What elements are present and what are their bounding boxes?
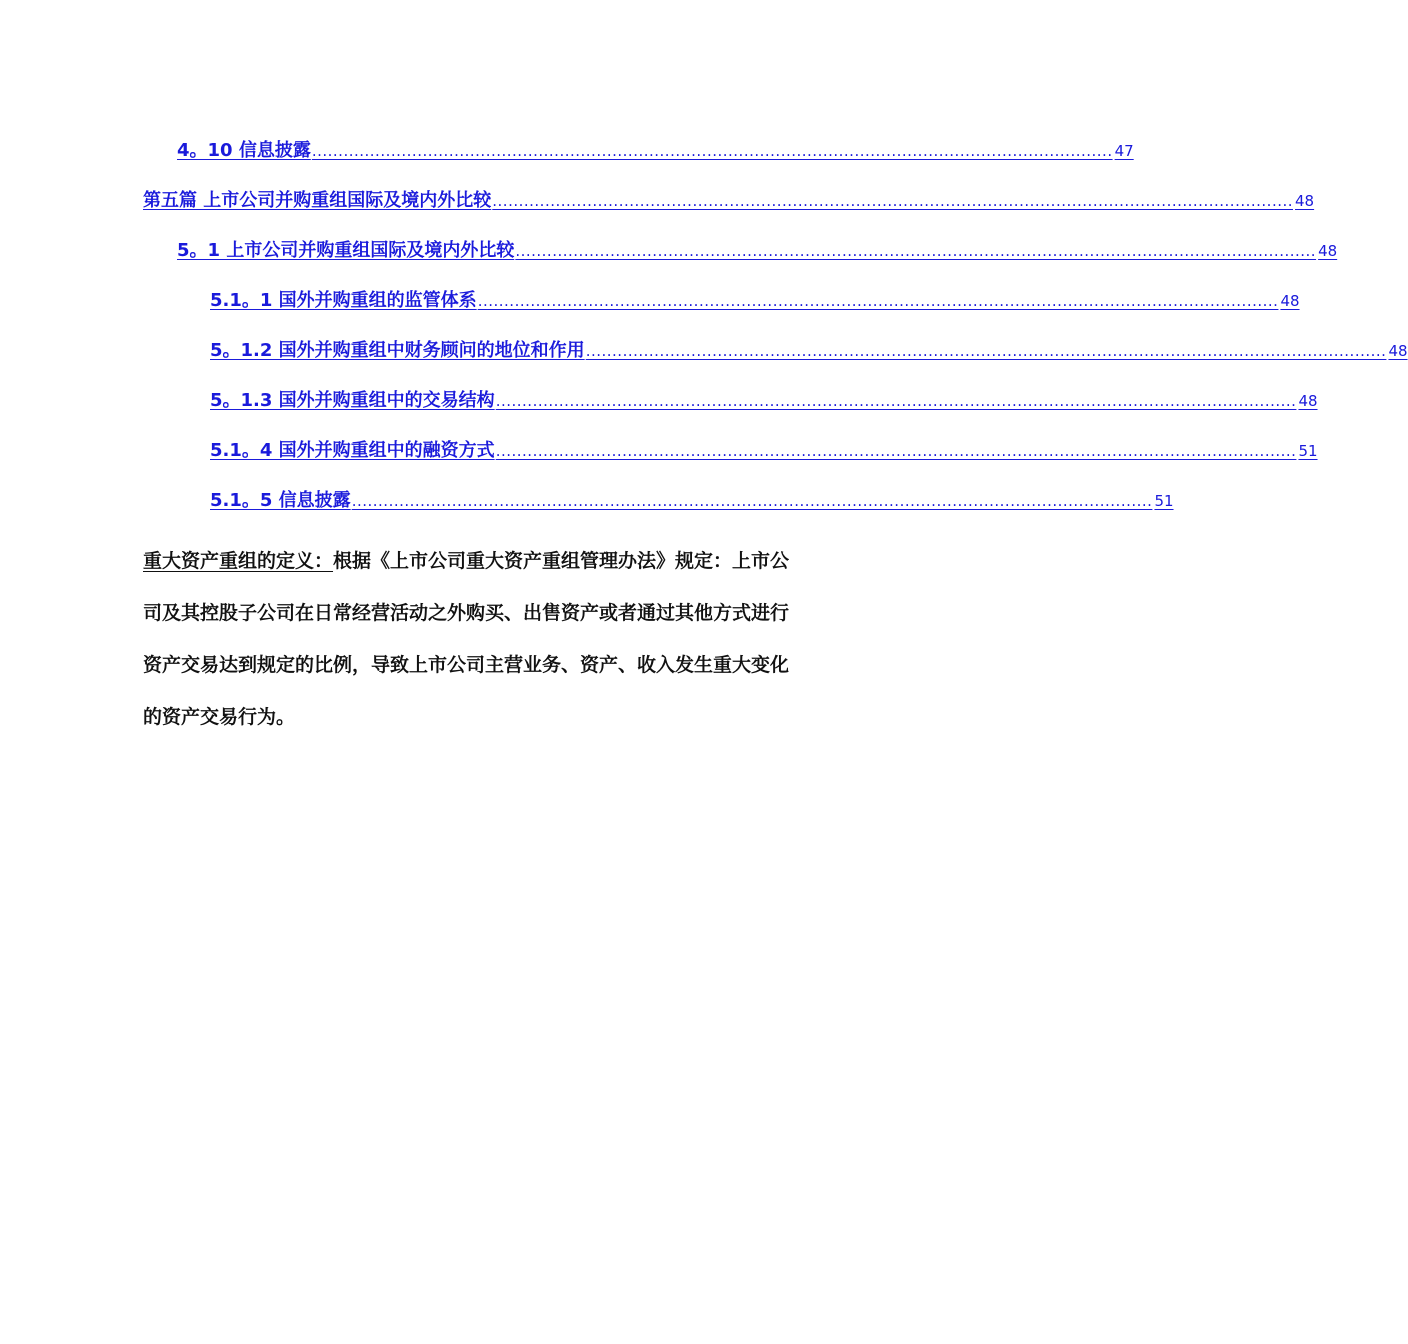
toc-dot-leader: ........................................................................................................................................................: [351, 492, 1153, 510]
toc-dot-leader: ........................................................................................................................................................: [515, 242, 1317, 260]
toc-entry-title: 5.1。4 国外并购重组中的融资方式: [210, 440, 495, 461]
toc-page-number: 51: [1154, 492, 1174, 510]
definition-text: 根据《上市公司重大资产重组管理办法》规定：上市公司及其控股子公司在日常经营活动之外购买、出售资产或者通过其他方式进行资产交易达到规定的比例，导致上市公司主营业务、资产、收入发生重大变化的资产交易行为。: [143, 550, 790, 728]
toc-dot-leader: ........................................................................................................................................................: [495, 392, 1297, 410]
toc-link-part-5[interactable]: [143, 188, 1315, 214]
toc-dot-leader: ........................................................................................................................................................: [311, 142, 1113, 160]
toc-entry: [0, 288, 1300, 316]
toc-entry: [0, 338, 1408, 366]
toc-link-4-10[interactable]: [177, 138, 1134, 164]
toc-dot-leader: ........................................................................................................................................................: [585, 342, 1387, 360]
toc-page-number: 48: [1388, 342, 1408, 360]
toc-entry-title: 5。1 上市公司并购重组国际及境内外比较: [177, 240, 515, 261]
toc-entry-title: 4。10 信息披露: [177, 140, 311, 161]
toc-page-number: 48: [1298, 392, 1318, 410]
toc-entry: [0, 188, 1315, 216]
toc-entry-title: 5。1.3 国外并购重组中的交易结构: [210, 390, 495, 411]
toc-link-5-1-2[interactable]: [210, 338, 1408, 364]
toc-entry: [0, 388, 1318, 416]
toc-entry: [0, 438, 1318, 466]
toc-page-number: 48: [1280, 292, 1300, 310]
toc-page-number: 51: [1298, 442, 1318, 460]
toc-page-number: 47: [1114, 142, 1134, 160]
toc-link-5-1-3[interactable]: [210, 388, 1318, 414]
definition-term: 重大资产重组的定义：: [143, 550, 334, 572]
toc-link-5-1-4[interactable]: [210, 438, 1318, 464]
toc-link-5-1-5[interactable]: [210, 488, 1174, 514]
toc-entry: [0, 138, 1134, 166]
toc-link-5-1[interactable]: [177, 238, 1338, 264]
toc-dot-leader: ........................................................................................................................................................: [492, 192, 1294, 210]
toc-entry-title: 5.1。1 国外并购重组的监管体系: [210, 290, 477, 311]
toc-entry: [0, 488, 1174, 516]
toc-page-number: 48: [1295, 192, 1315, 210]
toc-entry-title: 第五篇 上市公司并购重组国际及境内外比较: [143, 190, 492, 211]
toc-dot-leader: ........................................................................................................................................................: [495, 442, 1297, 460]
toc-entry: [0, 238, 1338, 266]
toc-dot-leader: ........................................................................................................................................................: [477, 292, 1279, 310]
toc-entry-title: 5.1。5 信息披露: [210, 490, 351, 511]
toc-link-5-1-1[interactable]: [210, 288, 1300, 314]
toc-page-number: 48: [1318, 242, 1338, 260]
toc-entry-title: 5。1.2 国外并购重组中财务顾问的地位和作用: [210, 340, 585, 361]
definition-paragraph: [143, 535, 803, 743]
